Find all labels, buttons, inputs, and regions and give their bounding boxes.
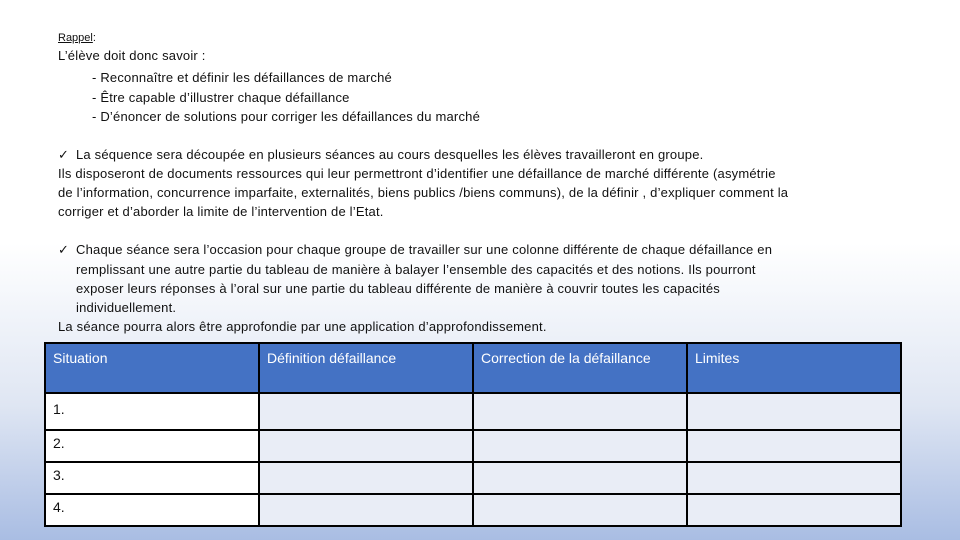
header-limites: Limites xyxy=(687,343,901,393)
row-label: 3. xyxy=(45,462,259,494)
table-cell[interactable] xyxy=(259,462,473,494)
table-cell[interactable] xyxy=(687,494,901,526)
objective-item-3: - D’énoncer de solutions pour corriger les défaillances du marché xyxy=(92,109,481,124)
header-correction: Correction de la défaillance xyxy=(473,343,687,393)
table-cell[interactable] xyxy=(259,430,473,462)
para2-line-2: remplissant une autre partie du tableau de manière à balayer l’ensemble des capacités et des notions. Ils pourront xyxy=(76,262,756,277)
table-cell[interactable] xyxy=(687,393,901,430)
table-header-row xyxy=(45,343,901,393)
para1-line-3: de l’information, concurrence imparfaite, externalités, biens publics /biens communs), de la définir , d’expliquer comment la xyxy=(58,185,789,200)
objective-item-1: - Reconnaître et définir les défaillances de marché xyxy=(92,70,392,85)
rappel-label: Rappel: xyxy=(58,32,96,44)
table-cell[interactable] xyxy=(473,462,687,494)
table-cell[interactable] xyxy=(259,494,473,526)
row-label: 2. xyxy=(45,430,259,462)
row-label: 4. xyxy=(45,494,259,526)
para2-line-3: exposer leurs réponses à l’oral sur une partie du tableau différente de manière à couvrir toutes les capacités xyxy=(76,281,720,296)
table-cell[interactable] xyxy=(473,494,687,526)
table-row xyxy=(45,393,901,430)
table-row xyxy=(45,462,901,494)
para1-line-4: corriger et d’aborder la limite de l’intervention de l’Etat. xyxy=(58,204,384,219)
table-cell[interactable] xyxy=(473,430,687,462)
check-icon: ✓ xyxy=(58,147,70,162)
intro-text: L’élève doit donc savoir : xyxy=(58,48,206,63)
objective-item-2: - Être capable d’illustrer chaque défaillance xyxy=(92,90,350,105)
table-row xyxy=(45,494,901,526)
row-label: 1. xyxy=(45,393,259,430)
table-cell[interactable] xyxy=(473,393,687,430)
table-cell[interactable] xyxy=(259,393,473,430)
para1-line-2: Ils disposeront de documents ressources qui leur permettront d’identifier une défaillance de marché différente (asymétrie xyxy=(58,166,776,181)
header-definition: Définition défaillance xyxy=(259,343,473,393)
table-cell[interactable] xyxy=(687,462,901,494)
table-row xyxy=(45,430,901,462)
para1-line-1: ✓ La séquence sera découpée en plusieurs séances au cours desquelles les élèves travailleront en groupe. xyxy=(58,147,704,162)
para3-text: La séance pourra alors être approfondie par une application d’approfondissement. xyxy=(58,319,547,334)
para2-line-4: individuellement. xyxy=(76,300,177,315)
check-icon: ✓ xyxy=(58,242,70,257)
header-situation: Situation xyxy=(45,343,259,393)
para2-line-1: ✓ Chaque séance sera l’occasion pour chaque groupe de travailler sur une colonne différente de chaque défaillance en xyxy=(58,242,773,257)
table-cell[interactable] xyxy=(687,430,901,462)
failures-table xyxy=(44,342,902,527)
